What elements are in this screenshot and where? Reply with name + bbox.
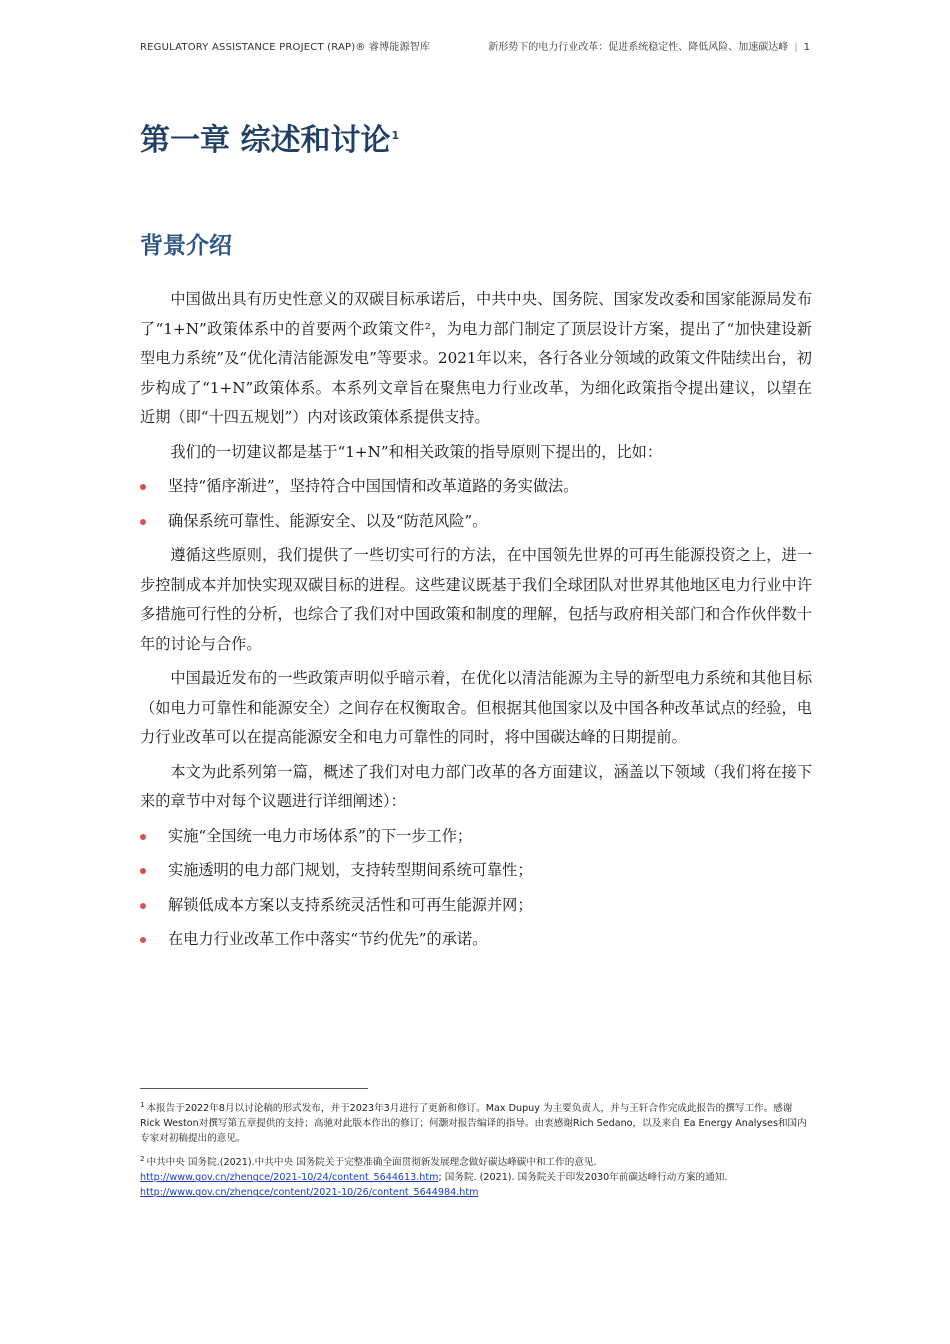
bullet-icon [140, 903, 146, 909]
list-item-text: 坚持“循序渐进”，坚持符合中国国情和改革道路的务实做法。 [168, 477, 579, 495]
footnote-2-mark: 2 [140, 1155, 145, 1164]
list-item [140, 472, 812, 502]
header-doc-title: 新形势下的电力行业改革：促进系统稳定性、降低风险、加速碳达峰 [488, 42, 789, 53]
list-item [140, 925, 812, 955]
chapter-title [140, 110, 812, 167]
bullet-icon [140, 484, 146, 490]
list-item-text: 实施“全国统一电力市场体系”的下一步工作； [168, 826, 473, 845]
principles-list [140, 472, 812, 536]
footnote-1-text: 本报告于2022年8月以讨论稿的形式发布，并于2023年3月进行了更新和修订。Max Dupuy 为主要负责人，并与王轩合作完成此报告的撰写工作。感谢Rick Weston对撰写第五章提供的支持；高驰对此版本作出的修订；何灏对报告编译的指导。由衷感谢Rich Sedano，以及来自 Ea Energy Analyses和国内专家对初稿提出的意见。 [140, 1103, 807, 1145]
bullet-icon [140, 834, 146, 840]
paragraph-principles-lead: 我们的一切建议都是基于“1+N”和相关政策的指导原则下提出的，比如： [170, 442, 663, 461]
page-number: 1 [803, 42, 810, 53]
footnote-2-text-b: ; 国务院. (2021). 国务院关于印发2030年前碳达峰行动方案的通知. [438, 1172, 728, 1184]
chapter-title-text: 第一章 综述和讨论 [140, 123, 391, 158]
footnote-1-mark: 1 [140, 1101, 145, 1109]
bullet-icon [140, 519, 146, 525]
list-item-text: 在电力行业改革工作中落实“节约优先”的承诺。 [168, 930, 488, 948]
list-item-text: 实施透明的电力部门规划，支持转型期间系统可靠性； [168, 861, 533, 879]
paragraph-intro: 中国做出具有历史性意义的双碳目标承诺后，中共中央、国务院、国家发改委和国家能源局发布了“1+N”政策体系中的首要两个政策文件²，为电力部门制定了顶层设计方案，提出了“加快建设新型电力系统”及“优化清洁能源发电”等要求。2021年以来，各行各业分领域的政策文件陆续出台，初步构成了“1+N”政策体系。本系列文章旨在聚焦电力行业改革，为细化政策指令提出建议，以望在近期（即“十四五规划”）内对该政策体系提供支持。 [140, 290, 812, 426]
list-item [140, 822, 812, 852]
areas-list [140, 822, 812, 955]
list-item-text: 解锁低成本方案以支持系统灵活性和可再生能源并网； [168, 895, 533, 914]
list-item [140, 856, 812, 886]
bullet-icon [140, 937, 146, 943]
page-header [140, 38, 810, 54]
footnote-1 [140, 1098, 812, 1146]
list-item [140, 507, 812, 537]
footnote-2-link-b[interactable]: http://www.gov.cn/zhengce/content/2021-10/26/content_5644984.htm [140, 1187, 479, 1199]
chapter-footnote-mark[interactable]: 1 [391, 129, 400, 142]
paragraph-tradeoffs: 中国最近发布的一些政策声明似乎暗示着，在优化以清洁能源为主导的新型电力系统和其他目标（如电力可靠性和能源安全）之间存在权衡取舍。但根据其他国家以及中国各种改革试点的经验，电力行业改革可以在提高能源安全和电力可靠性的同时，将中国碳达峰的日期提前。 [140, 669, 812, 746]
footnote-2 [140, 1152, 812, 1200]
footnote-divider [140, 1088, 368, 1089]
header-separator: | [794, 42, 798, 53]
bullet-icon [140, 868, 146, 874]
footnotes [140, 1098, 812, 1206]
main-content [140, 110, 812, 960]
footnote-2-text-a: 中共中央 国务院.(2021).中共中央 国务院关于完整准确全面贯彻新发展理念做好碳达峰碳中和工作的意见. [146, 1157, 597, 1169]
paragraph-overview: 本文为此系列第一篇，概述了我们对电力部门改革的各方面建议，涵盖以下领域（我们将在接下来的章节中对每个议题进行详细阐述）： [140, 762, 812, 810]
header-right [488, 38, 810, 53]
list-item-text: 确保系统可靠性、能源安全、以及“防范风险”。 [168, 511, 488, 530]
footnote-2-link-a[interactable]: http://www.gov.cn/zhengce/2021-10/24/content_5644613.htm [140, 1172, 439, 1184]
list-item [140, 891, 812, 921]
paragraph-approach: 遵循这些原则，我们提供了一些切实可行的方法，在中国领先世界的可再生能源投资之上，进一步控制成本并加快实现双碳目标的进程。这些建议既基于我们全球团队对世界其他地区电力行业中许多措施可行性的分析，也综合了我们对中国政策和制度的理解，包括与政府相关部门和合作伙伴数十年的讨论与合作。 [140, 546, 812, 653]
section-title: 背景介绍 [140, 233, 232, 259]
header-org: REGULATORY ASSISTANCE PROJECT (RAP)® 睿博能源智库 [140, 42, 431, 53]
